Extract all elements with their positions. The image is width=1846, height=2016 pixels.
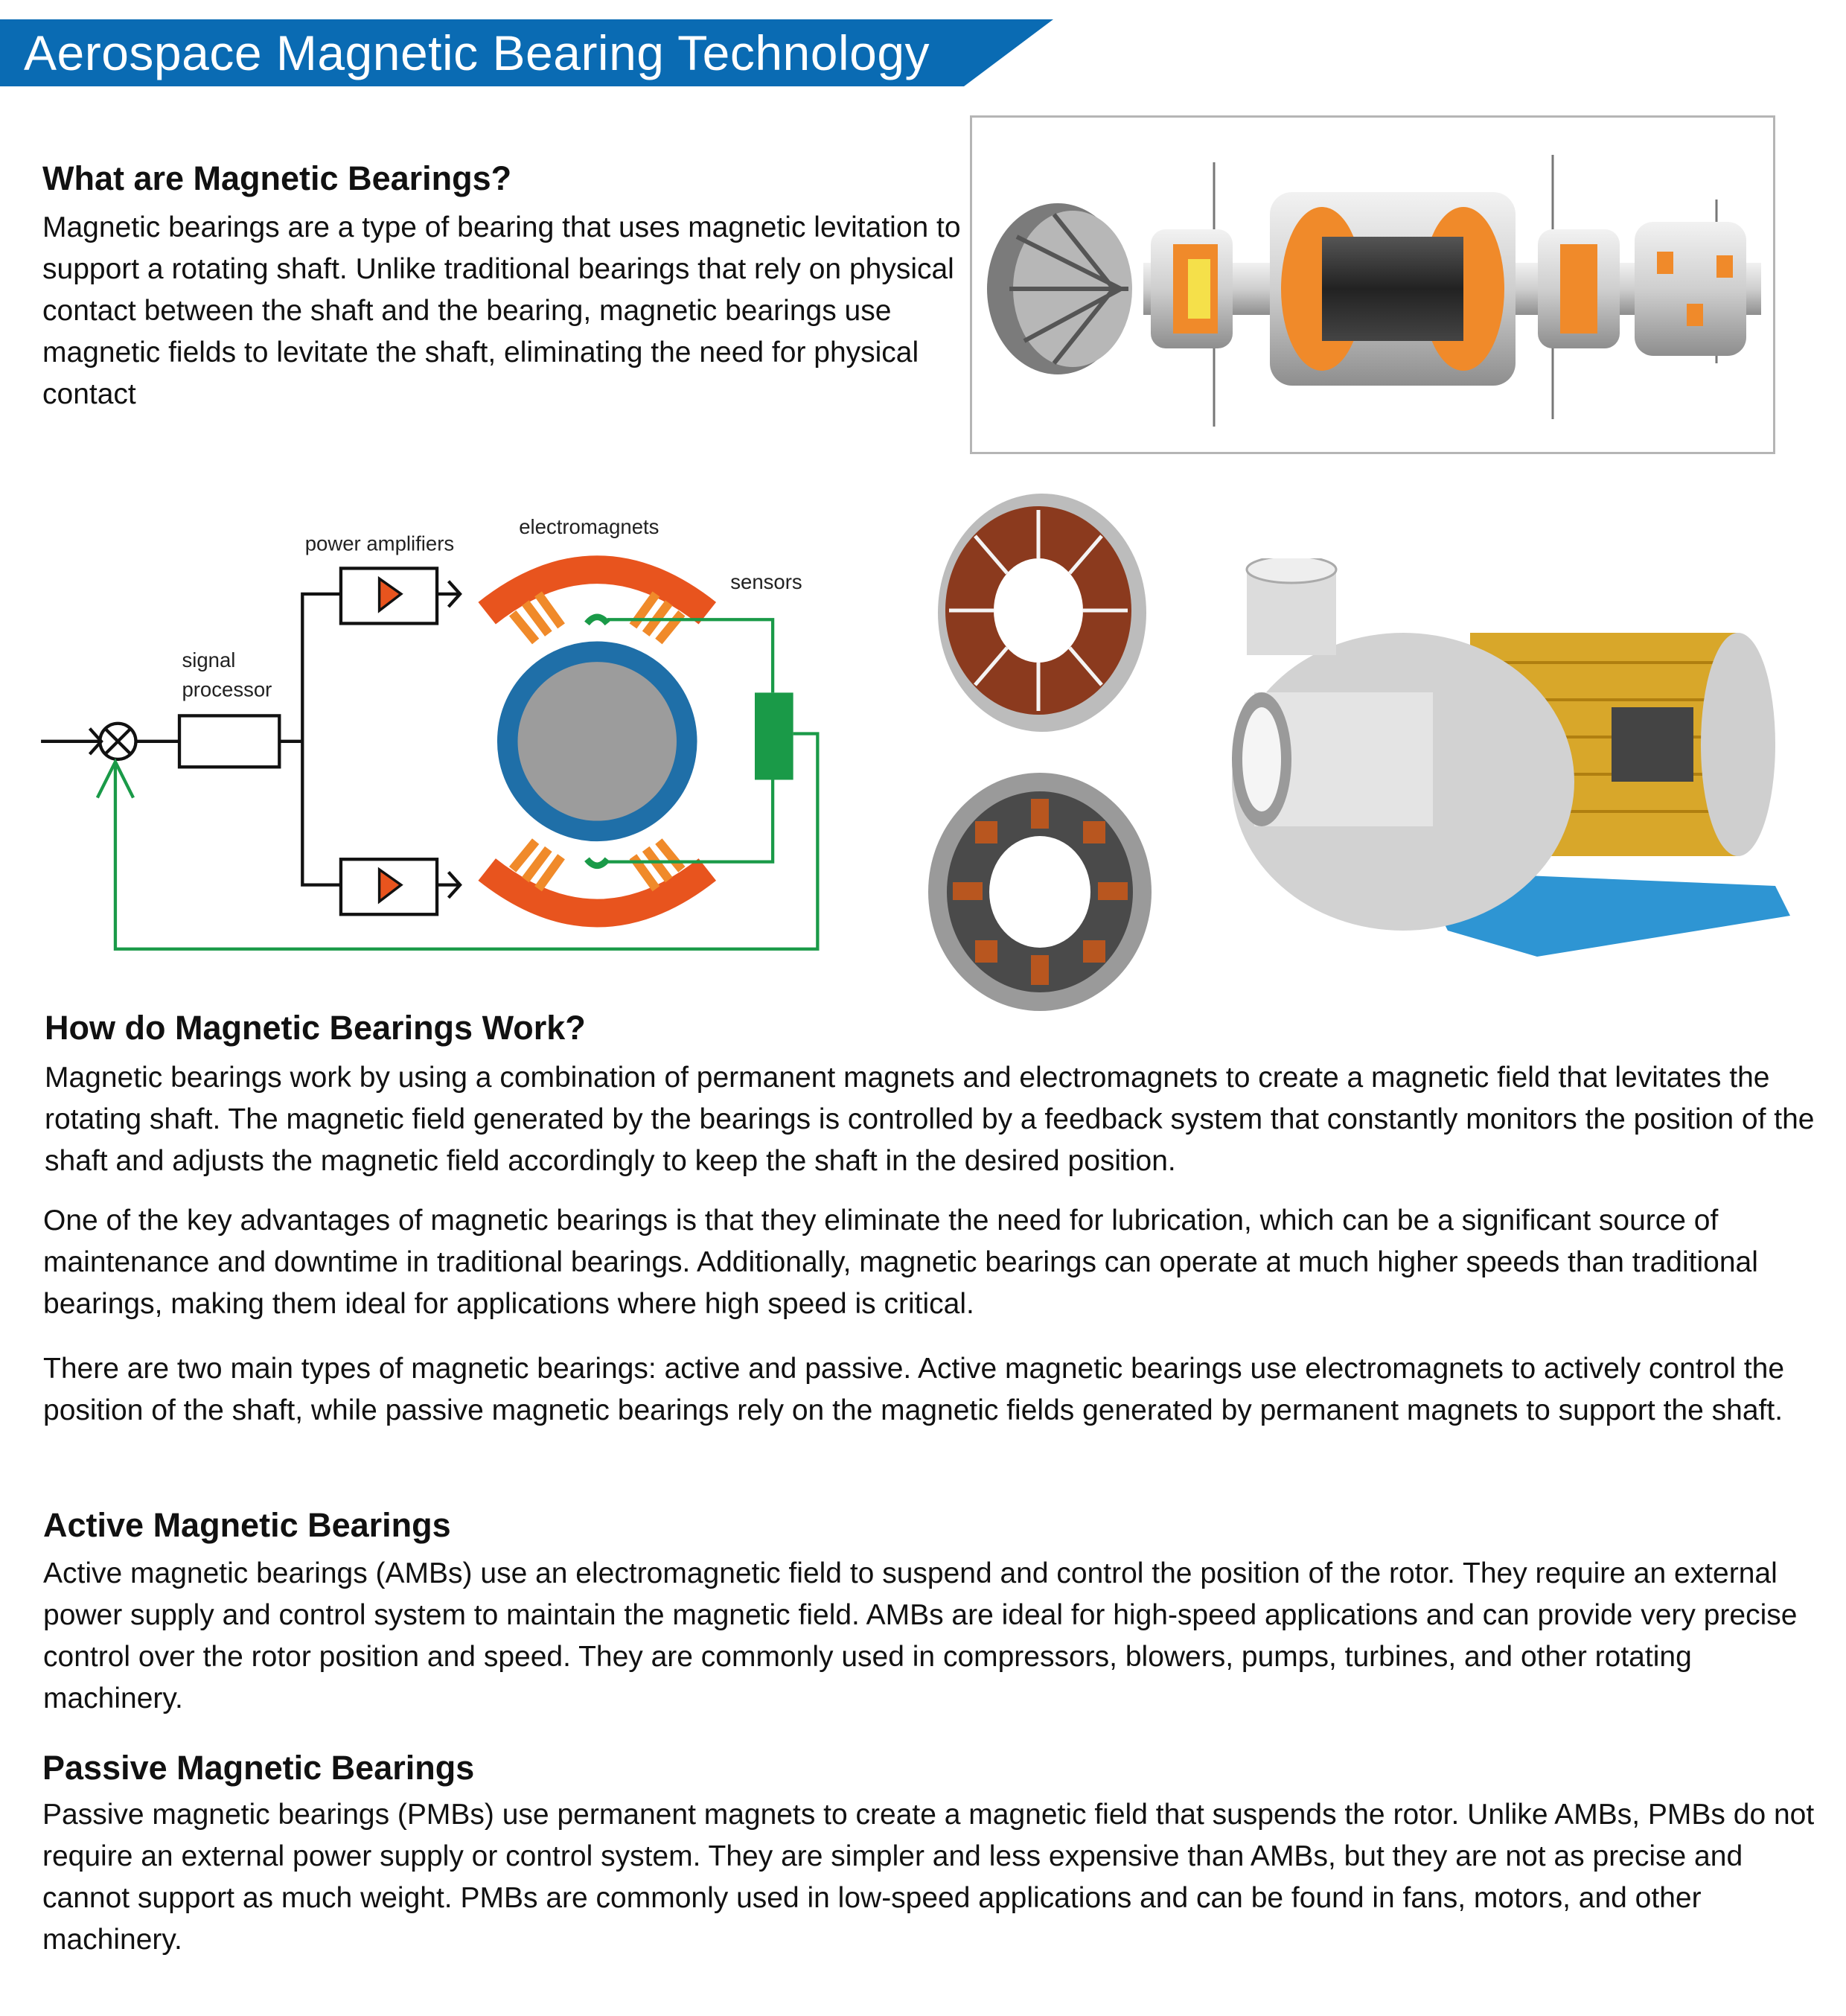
label-sensors: sensors xyxy=(730,570,802,593)
title-banner xyxy=(0,19,1057,86)
how-paragraph-3: There are two main types of magnetic bearings: active and passive. Active magnetic bearings use electromagnets to actively control the position of the shaft, while passive magnetic bearings rely on the magnetic fields generated by permanent magnets to support the shaft. xyxy=(43,1353,1785,1426)
how-paragraph-2: One of the key advantages of magnetic bearings is that they eliminate the need for lubrication, which can be a significant source of maintenance and downtime in traditional bearings. Additionally, magnetic bearings can operate at much higher speeds than traditional bearings, making them ideal for applications where high speed is critical. xyxy=(43,1205,1758,1320)
passive-heading: Passive Magnetic Bearings xyxy=(42,1749,475,1787)
radial-bearing-stator-image xyxy=(923,769,1157,1015)
label-power-amplifiers: power amplifiers xyxy=(304,532,455,555)
amplifier-symbol xyxy=(380,870,401,902)
active-text: Active magnetic bearings (AMBs) use an electromagnetic field to suspend and control the position of the rotor. They require an external power supply and control system to maintain the magnetic field. AMBs are ideal for high-speed applications and can provide very precise control over the rotor position and speed. They are commonly used in compressors, blowers, pumps, turbines, and other rotating machinery. xyxy=(43,1557,1798,1714)
label-signal: signal xyxy=(182,648,236,672)
intro-text: Magnetic bearings are a type of bearing that uses magnetic levitation to support a rotating shaft. Unlike traditional bearings that rely on physical contact between the shaft and the bearing, magnetic bearings use magnetic fields to levitate the shaft, eliminating the need for physical contact xyxy=(42,211,961,410)
label-processor: processor xyxy=(182,677,272,701)
magnetic-bearing-shaft-image xyxy=(970,115,1775,454)
electromagnet-top xyxy=(487,570,707,641)
rotor xyxy=(508,651,687,831)
coil-stator-image xyxy=(927,488,1157,737)
how-heading: How do Magnetic Bearings Work? xyxy=(45,1009,586,1047)
amplifier-symbol xyxy=(380,578,401,610)
signal-processor-box xyxy=(179,715,279,767)
page-title: Aerospace Magnetic Bearing Technology xyxy=(24,25,930,80)
sensor-box xyxy=(755,692,793,779)
active-heading: Active Magnetic Bearings xyxy=(43,1506,451,1544)
magnetic-bearing-blower-image xyxy=(1224,558,1798,957)
how-paragraph-1: Magnetic bearings work by using a combination of permanent magnets and electromagnets to create a magnetic field that levitates the rotating shaft. The magnetic field generated by the bearings is controlled by a feedback system that constantly monitors the position of the shaft and adjusts the magnetic field accordingly to keep the shaft in the desired position. xyxy=(45,1062,1815,1177)
control-loop-diagram xyxy=(0,462,856,983)
electromagnet-bottom xyxy=(487,841,707,913)
label-electromagnets: electromagnets xyxy=(519,514,659,538)
passive-text: Passive magnetic bearings (PMBs) use permanent magnets to create a magnetic field that suspends the rotor. Unlike AMBs, PMBs do not require an external power supply or control system. They are simpler and less expensive than AMBs, but they are not as precise and cannot support as much weight. PMBs are commonly used in low-speed applications and can be found in fans, motors, and other machinery. xyxy=(42,1799,1815,1956)
intro-heading: What are Magnetic Bearings? xyxy=(42,159,512,197)
